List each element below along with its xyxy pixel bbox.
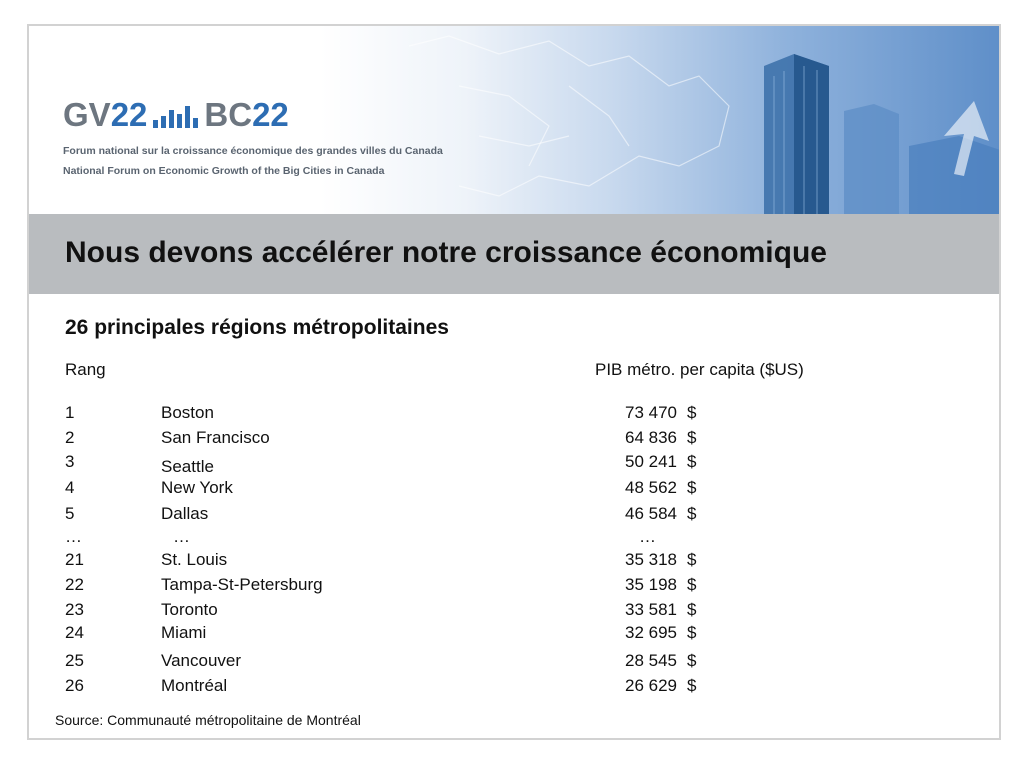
city-cell: Tampa-St-Petersburg [161, 575, 323, 594]
header-banner [29, 26, 999, 214]
slide [27, 24, 1001, 740]
logo-wordmark [63, 98, 443, 131]
logo-right-text: BC [204, 96, 253, 133]
currency-cell: $ [687, 452, 697, 471]
currency-cell: $ [687, 600, 697, 619]
rank-column-header: Rang [65, 360, 106, 379]
value-cell: 64 836 [625, 428, 677, 447]
rank-cell: 24 [65, 623, 84, 642]
table-row [29, 623, 999, 647]
city-cell: … [173, 527, 190, 546]
currency-cell: $ [687, 676, 697, 695]
tagline-english: National Forum on Economic Growth of the Big Cities in Canada [63, 165, 385, 177]
city-cell: St. Louis [161, 550, 228, 569]
value-cell: 46 584 [625, 504, 677, 523]
currency-cell: $ [687, 651, 697, 670]
city-cell: Dallas [161, 504, 209, 523]
rank-cell: 25 [65, 651, 84, 670]
value-cell: 32 695 [625, 623, 677, 642]
city-cell: Boston [161, 403, 214, 422]
value-cell: 33 581 [625, 600, 677, 619]
table-row [29, 651, 999, 675]
city-cell: New York [161, 478, 233, 497]
table-row [29, 452, 999, 476]
rank-cell: 5 [65, 504, 75, 523]
rank-cell: 3 [65, 452, 75, 471]
tagline-french: Forum national sur la croissance économique des grandes villes du Canada [63, 145, 443, 157]
value-cell: 35 318 [625, 550, 677, 569]
city-cell: Vancouver [161, 651, 242, 670]
value-cell: 35 198 [625, 575, 677, 594]
logo [63, 98, 443, 181]
value-cell: 28 545 [625, 651, 677, 670]
table-row [29, 428, 999, 452]
rank-cell: 4 [65, 478, 75, 497]
value-column-header: PIB métro. per capita ($US) [595, 360, 804, 379]
logo-right-number: 22 [252, 96, 289, 133]
rank-cell: 21 [65, 550, 84, 569]
currency-cell: $ [687, 575, 697, 594]
table-row [29, 403, 999, 427]
table-row [29, 600, 999, 624]
currency-cell: $ [687, 403, 697, 422]
rank-cell: 26 [65, 676, 84, 695]
value-cell: 73 470 [625, 403, 677, 422]
table-row [29, 504, 999, 528]
title-band [29, 214, 999, 294]
bar-chart-icon [153, 106, 198, 128]
city-cell: Seattle [161, 457, 214, 476]
currency-cell: $ [687, 623, 697, 642]
currency-cell: $ [687, 428, 697, 447]
rank-cell: 1 [65, 403, 75, 422]
currency-cell: $ [687, 504, 697, 523]
rank-cell: 22 [65, 575, 84, 594]
value-cell: 26 629 [625, 676, 677, 695]
currency-cell: $ [687, 550, 697, 569]
city-cell: San Francisco [161, 428, 270, 447]
value-cell: 48 562 [625, 478, 677, 497]
table-row [29, 550, 999, 574]
table-row [29, 575, 999, 599]
city-cell: Miami [161, 623, 207, 642]
rank-cell: 23 [65, 600, 84, 619]
city-cell: Toronto [161, 600, 218, 619]
rank-cell: 2 [65, 428, 75, 447]
page-title: Nous devons accélérer notre croissance économique [65, 236, 827, 269]
logo-left-text: GV [63, 96, 111, 133]
page-subtitle: 26 principales régions métropolitaines [65, 316, 449, 339]
logo-tagline [63, 141, 443, 181]
logo-left-number: 22 [110, 96, 148, 133]
table-row [29, 478, 999, 502]
value-cell: 50 241 [625, 452, 677, 471]
currency-cell: $ [687, 478, 697, 497]
table-row [29, 676, 999, 700]
source-note: Source: Communauté métropolitaine de Montréal [55, 712, 361, 728]
table-row-ellipsis [29, 527, 999, 551]
value-cell: … [639, 527, 656, 546]
rank-cell: … [65, 527, 82, 546]
city-cell: Montréal [161, 676, 228, 695]
